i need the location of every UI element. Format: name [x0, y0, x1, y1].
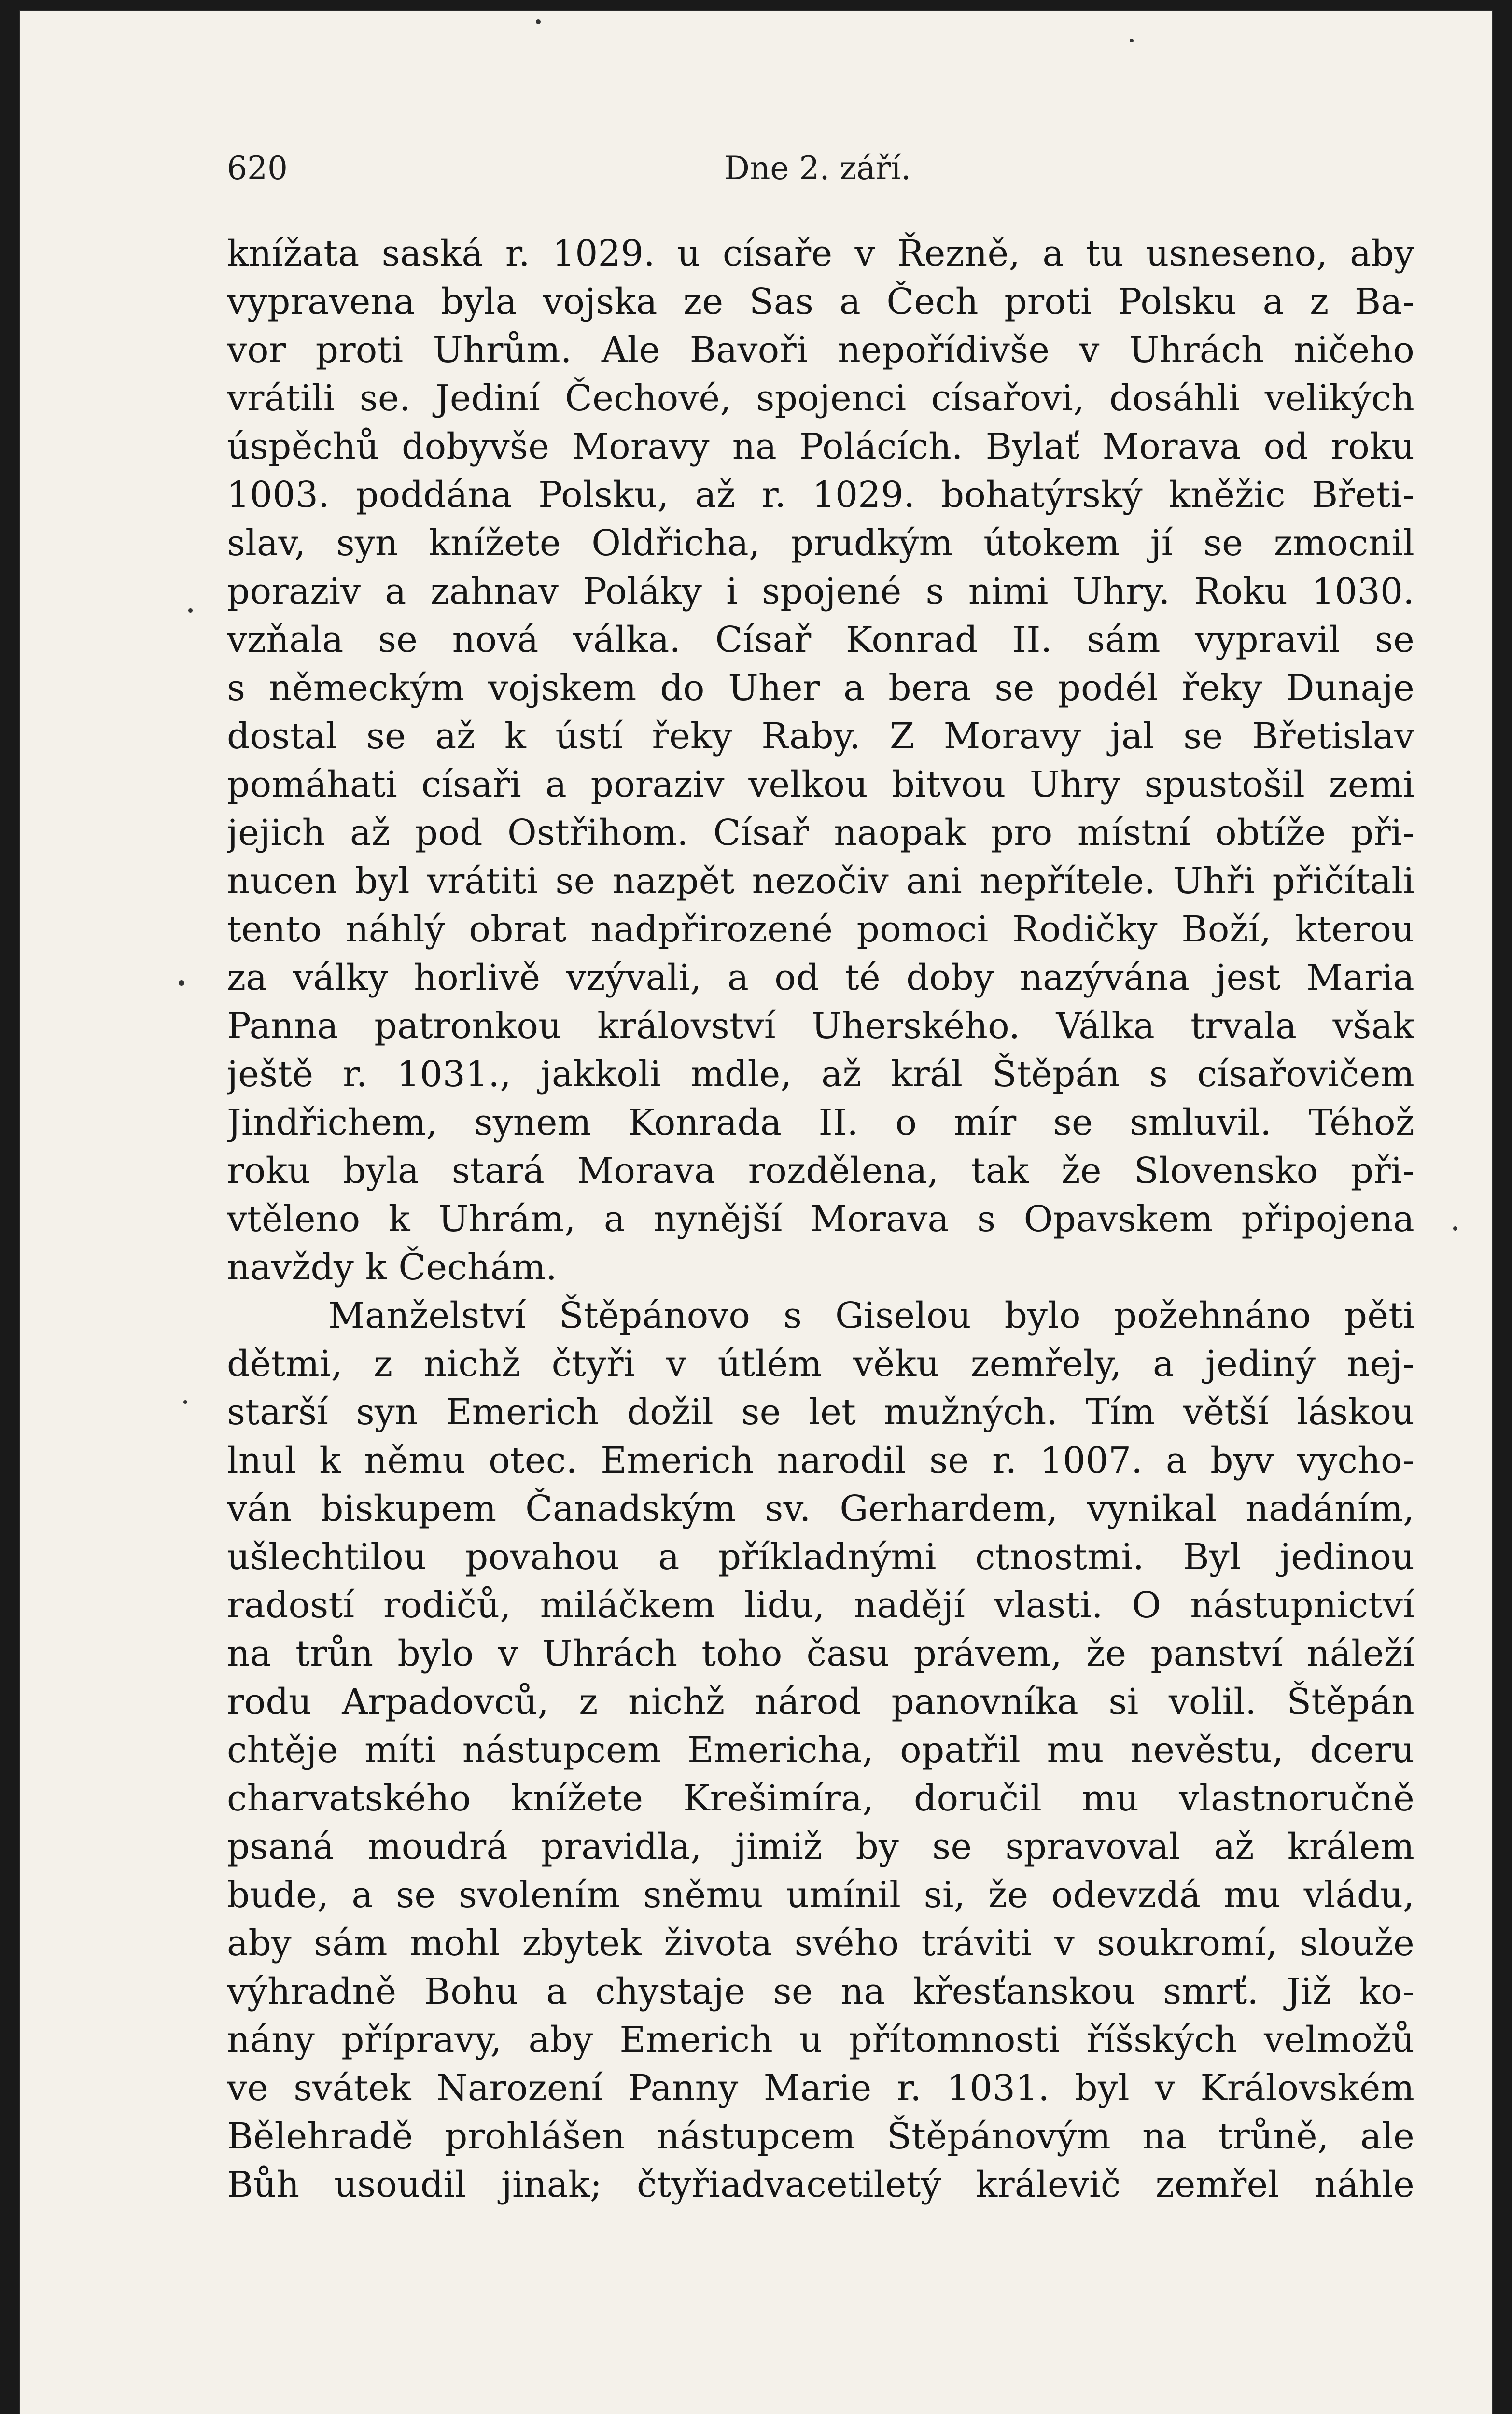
print-speck	[1130, 39, 1134, 42]
text-line: roku byla stará Morava rozdělena, tak že Slovensko při-	[227, 1150, 1414, 1192]
text-line: za války horlivě vzývali, a od té doby nazývána jest Maria	[227, 957, 1414, 998]
text-line: vzňala se nová válka. Císař Konrad II. sám vypravil se	[227, 619, 1414, 660]
text-line: poraziv a zahnav Poláky i spojené s nimi Uhry. Roku 1030.	[227, 571, 1414, 612]
text-line: ve svátek Narození Panny Marie r. 1031. byl v Královském	[227, 2067, 1414, 2109]
text-line: chtěje míti nástupcem Emericha, opatřil mu nevěstu, dceru	[227, 1729, 1414, 1771]
text-line: tento náhlý obrat nadpřirozené pomoci Rodičky Boží, kterou	[227, 909, 1414, 950]
text-line: ušlechtilou povahou a příkladnými ctnostmi. Byl jedinou	[227, 1536, 1414, 1578]
text-line: vypravena byla vojska ze Sas a Čech proti Polsku a z Ba-	[227, 281, 1414, 323]
text-line: navždy k Čechám.	[227, 1247, 558, 1288]
text-line: výhradně Bohu a chystaje se na křesťanskou smrť. Již ko-	[227, 1971, 1414, 2012]
text-line: Jindřichem, synem Konrada II. o mír se smluvil. Téhož	[227, 1102, 1414, 1143]
text-line: vor proti Uhrům. Ale Bavoři nepořídivše v Uhrách ničeho	[227, 329, 1414, 371]
text-line: 1003. poddána Polsku, až r. 1029. bohatýrský kněžic Břeti-	[227, 474, 1414, 516]
text-line: rodu Arpadovců, z nichž národ panovníka si volil. Štěpán	[227, 1681, 1414, 1723]
print-speck	[536, 19, 541, 24]
text-line: pomáhati císaři a poraziv velkou bitvou Uhry spustošil zemi	[227, 764, 1414, 805]
text-line: ván biskupem Čanadským sv. Gerhardem, vynikal nadáním,	[227, 1488, 1414, 1530]
text-line: psaná moudrá pravidla, jimiž by se spravoval až králem	[227, 1826, 1414, 1867]
text-line: lnul k němu otec. Emerich narodil se r. 1007. a byv vycho-	[227, 1440, 1414, 1481]
body-text	[227, 229, 1414, 2209]
running-title: Dne 2. září.	[724, 150, 911, 187]
text-line: Bělehradě prohlášen nástupcem Štěpánovým na trůně, ale	[227, 2116, 1414, 2157]
text-line: bude, a se svolením sněmu umínil si, že odevzdá mu vládu,	[227, 1874, 1414, 1916]
text-line: jejich až pod Ostřihom. Císař naopak pro místní obtíže při-	[227, 812, 1414, 854]
text-line: dětmi, z nichž čtyři v útlém věku zemřely, a jediný nej-	[227, 1343, 1414, 1385]
text-line: s německým vojskem do Uher a bera se podél řeky Dunaje	[227, 667, 1414, 709]
text-line: charvatského knížete Krešimíra, doručil mu vlastnoručně	[227, 1778, 1414, 1819]
book-page	[19, 10, 1493, 2414]
text-line: knížata saská r. 1029. u císaře v Řezně, a tu usneseno, aby	[227, 233, 1414, 274]
text-line: vrátili se. Jediní Čechové, spojenci císařovi, dosáhli velikých	[227, 378, 1414, 419]
text-line: Manželství Štěpánovo s Giselou bylo požehnáno pěti	[328, 1295, 1414, 1336]
print-speck	[183, 1400, 187, 1404]
text-line: starší syn Emerich dožil se let mužných. Tím větší láskou	[227, 1391, 1414, 1433]
text-line: nucen byl vrátiti se nazpět nezočiv ani nepřítele. Uhři přičítali	[227, 860, 1414, 902]
text-line: radostí rodičů, miláčkem lidu, nadějí vlasti. O nástupnictví	[227, 1585, 1414, 1626]
text-line: nány přípravy, aby Emerich u přítomnosti říšských velmožů	[227, 2019, 1414, 2061]
text-line: dostal se až k ústí řeky Raby. Z Moravy jal se Břetislav	[227, 716, 1414, 757]
page-number: 620	[227, 150, 288, 187]
text-line: ještě r. 1031., jakkoli mdle, až král Štěpán s císařovičem	[227, 1053, 1414, 1095]
text-line: aby sám mohl zbytek života svého tráviti v soukromí, slouže	[227, 1923, 1414, 1964]
print-speck	[179, 980, 184, 986]
text-line: úspěchů dobyvše Moravy na Polácích. Bylať Morava od roku	[227, 426, 1414, 467]
text-line: Bůh usoudil jinak; čtyřiadvacetiletý králevič zemřel náhle	[227, 2164, 1414, 2205]
paragraph-2	[227, 1291, 1414, 2209]
paragraph-1	[227, 229, 1414, 1291]
text-line: slav, syn knížete Oldřicha, prudkým útokem jí se zmocnil	[227, 522, 1414, 564]
print-speck	[1453, 1226, 1457, 1231]
text-line: vtěleno k Uhrám, a nynější Morava s Opavskem připojena	[227, 1198, 1414, 1240]
text-line: na trůn bylo v Uhrách toho času právem, že panství náleží	[227, 1633, 1414, 1674]
text-line: Panna patronkou království Uherského. Válka trvala však	[227, 1005, 1414, 1047]
print-speck	[188, 608, 193, 613]
page-header	[227, 150, 1414, 203]
